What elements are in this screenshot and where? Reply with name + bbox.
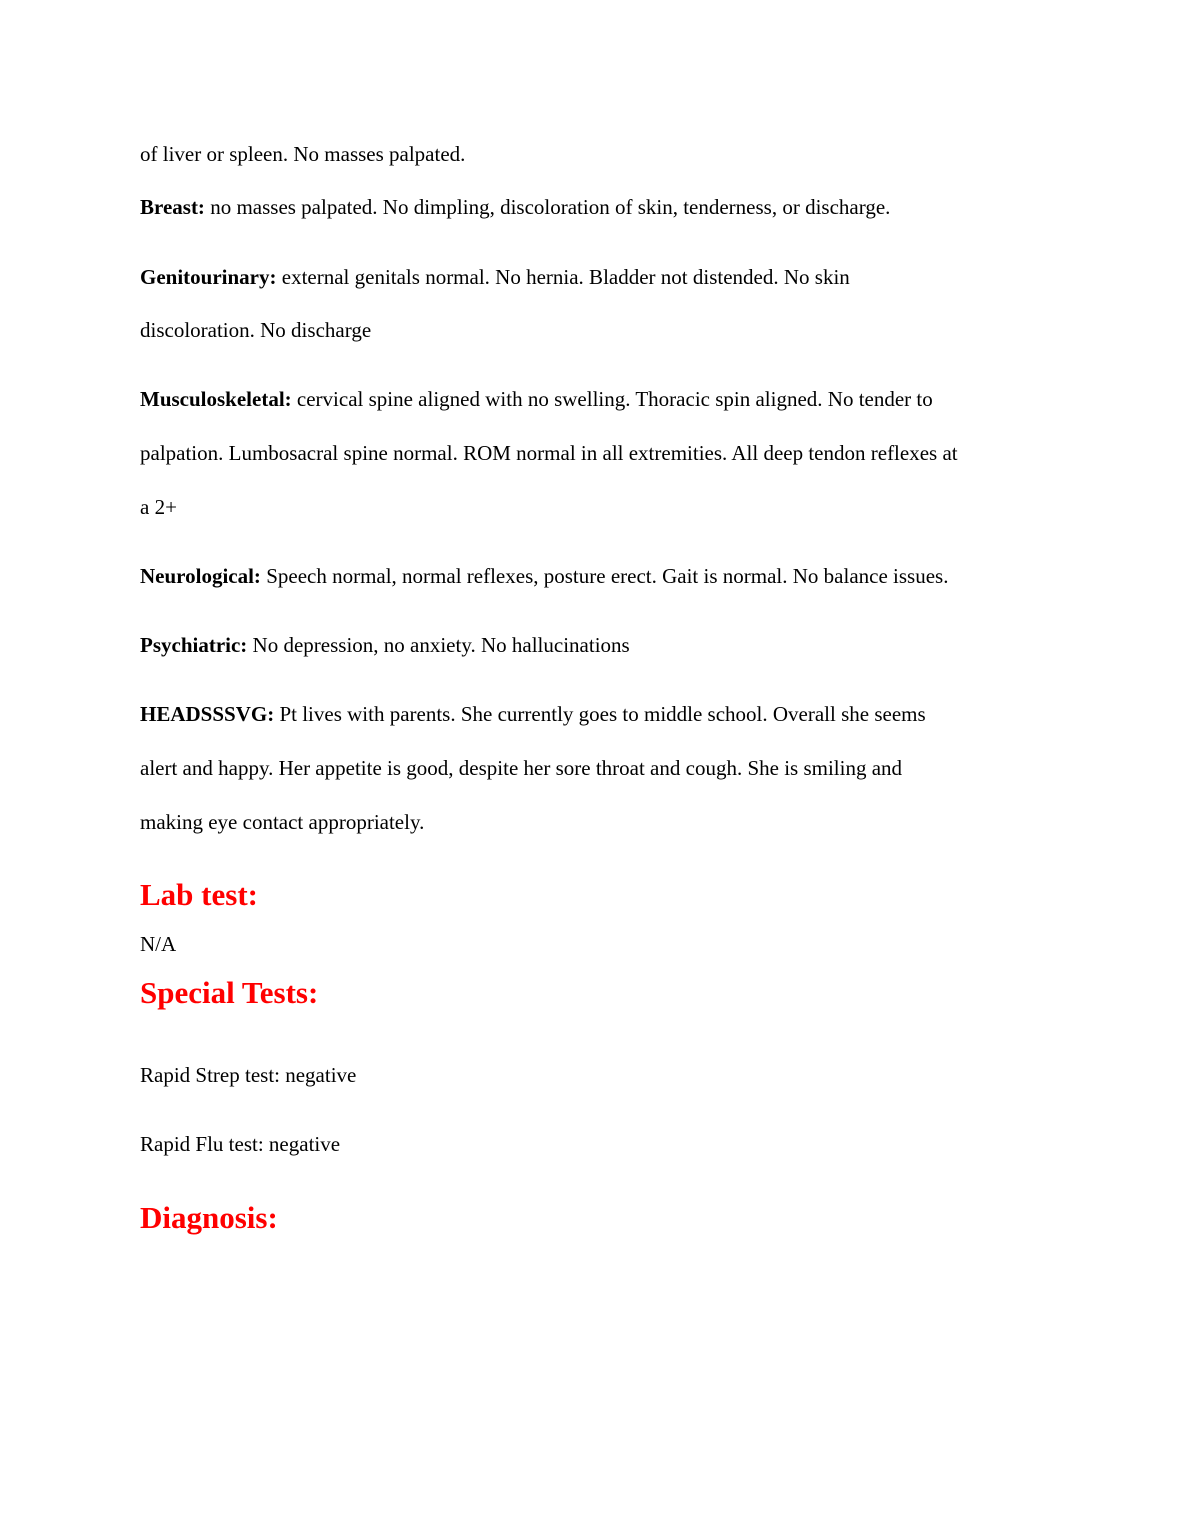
breast-finding <box>140 194 890 220</box>
lab-test-value: N/A <box>140 932 177 956</box>
musculoskeletal-label: Musculoskeletal: <box>140 387 292 411</box>
psychiatric-text: No depression, no anxiety. No hallucinations <box>247 633 630 657</box>
breast-text: no masses palpated. No dimpling, discoloration of skin, tenderness, or discharge. <box>204 195 891 219</box>
special-test-item: Rapid Strep test: negative <box>140 1063 357 1087</box>
neurological-finding <box>140 563 948 589</box>
special-tests-heading: Special Tests: <box>140 975 319 1010</box>
neurological-text: Speech normal, normal reflexes, posture erect. Gait is normal. No balance issues. <box>260 564 949 588</box>
musculoskeletal-text-2: palpation. Lumbosacral spine normal. ROM normal in all extremities. All deep tendon reflexes at <box>140 441 958 465</box>
headsssvg-label: HEADSSSVG: <box>140 702 275 726</box>
headsssvg-text-3: making eye contact appropriately. <box>140 810 425 834</box>
abdomen-continuation: of liver or spleen. No masses palpated. <box>140 142 466 166</box>
genitourinary-text-1: external genitals normal. No hernia. Bladder not distended. No skin <box>276 265 850 289</box>
genitourinary-finding <box>140 264 850 290</box>
musculoskeletal-text-3: a 2+ <box>140 495 177 519</box>
genitourinary-text-2: discoloration. No discharge <box>140 318 372 342</box>
headsssvg-finding <box>140 701 926 727</box>
genitourinary-label: Genitourinary: <box>140 265 277 289</box>
neurological-label: Neurological: <box>140 564 261 588</box>
diagnosis-heading: Diagnosis: <box>140 1200 278 1235</box>
headsssvg-text-2: alert and happy. Her appetite is good, despite her sore throat and cough. She is smiling and <box>140 756 903 780</box>
psychiatric-finding <box>140 632 630 658</box>
psychiatric-label: Psychiatric: <box>140 633 248 657</box>
musculoskeletal-text-1: cervical spine aligned with no swelling. Thoracic spin aligned. No tender to <box>291 387 933 411</box>
headsssvg-text-1: Pt lives with parents. She currently goes to middle school. Overall she seems <box>274 702 926 726</box>
musculoskeletal-finding <box>140 386 933 412</box>
special-test-item: Rapid Flu test: negative <box>140 1132 341 1156</box>
breast-label: Breast: <box>140 195 205 219</box>
lab-test-heading: Lab test: <box>140 877 258 912</box>
